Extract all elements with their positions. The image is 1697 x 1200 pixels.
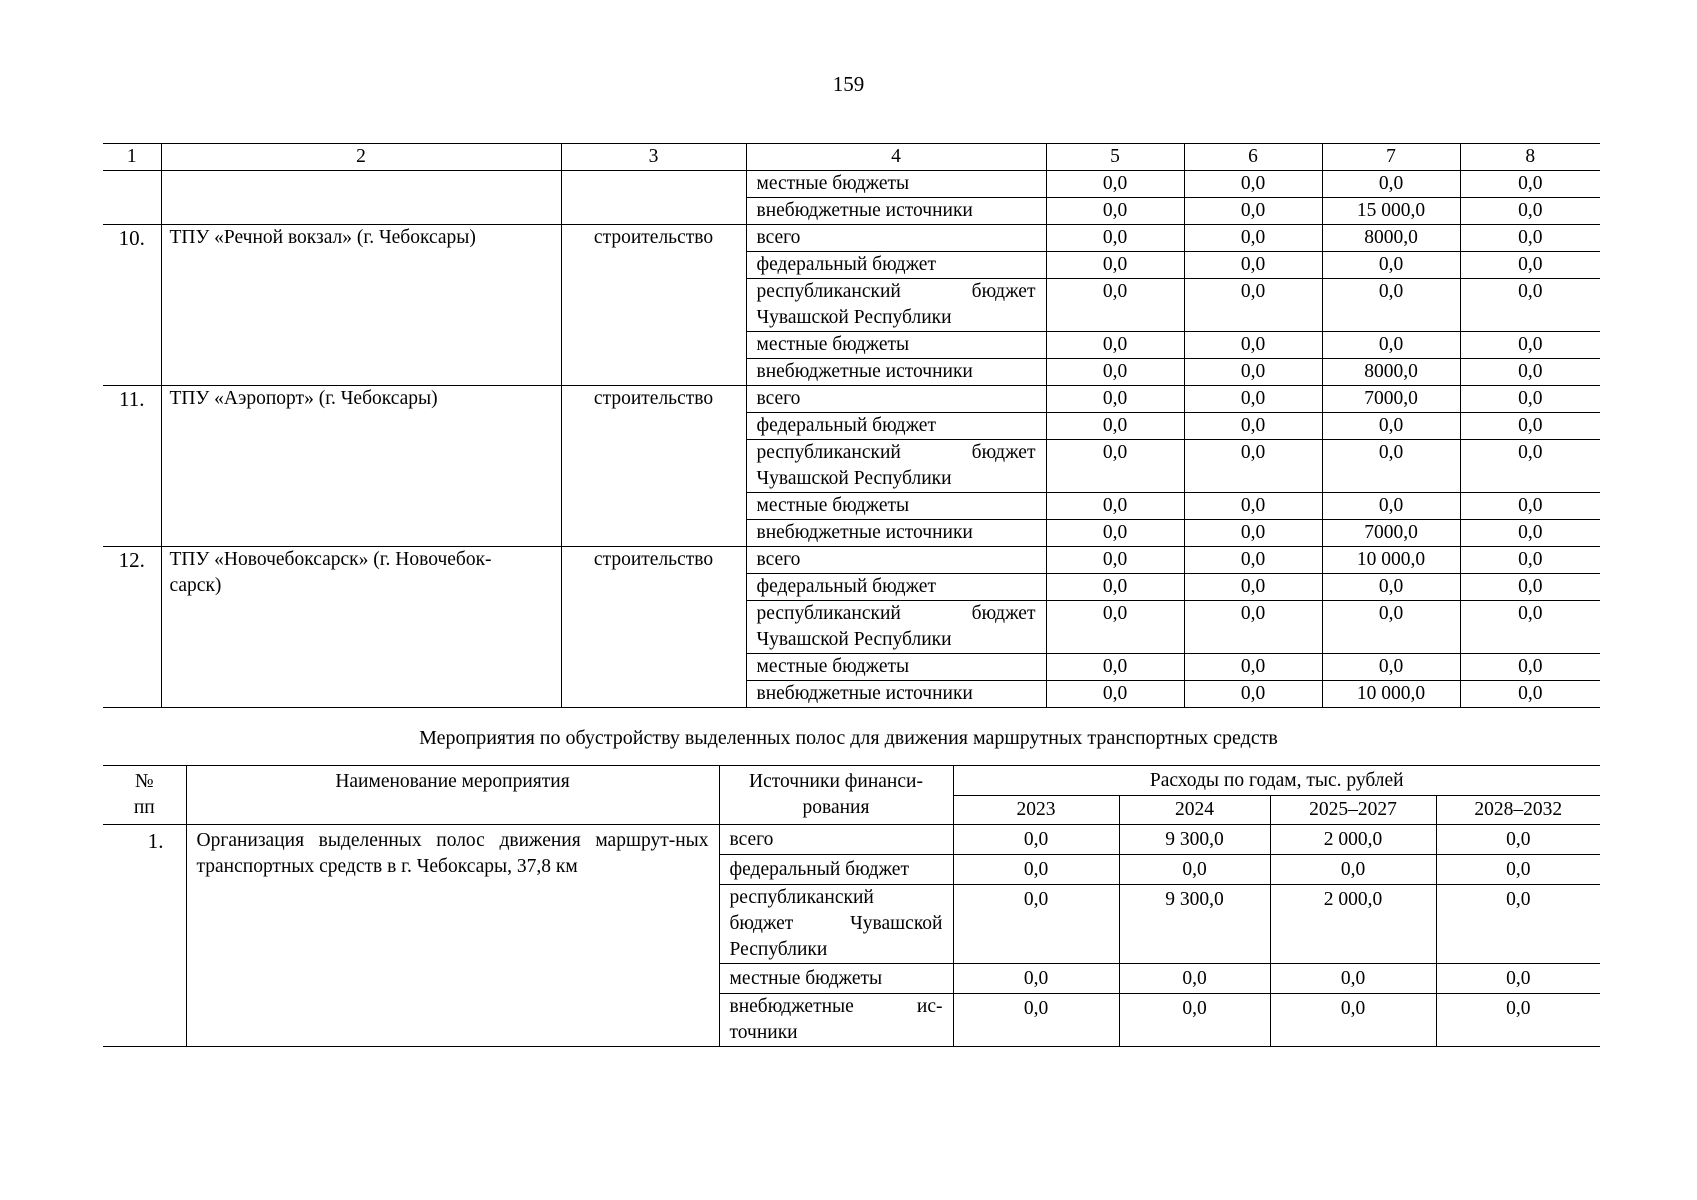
header-sources xyxy=(719,766,953,825)
value-cell: 0,0 xyxy=(1270,855,1436,885)
value-cell: 0,0 xyxy=(1119,994,1270,1047)
value-cell: 8000,0 xyxy=(1322,359,1460,386)
value-cell: 0,0 xyxy=(1322,574,1460,601)
funding-source: федеральный бюджет xyxy=(746,574,1046,601)
column-number: 8 xyxy=(1460,144,1600,171)
section-title: Мероприятия по обустройству выделенных полос для движения маршрутных транспортных средств xyxy=(419,727,1278,749)
value-cell: 0,0 xyxy=(1184,386,1322,413)
funding-source: местные бюджеты xyxy=(746,332,1046,359)
value-cell: 0,0 xyxy=(1184,681,1322,708)
item-index: 11. xyxy=(103,386,161,547)
empty-cell xyxy=(103,171,161,225)
work-kind: строительство xyxy=(561,225,746,386)
value-cell: 0,0 xyxy=(1046,252,1184,279)
funding-source-part: Чувашской Республики xyxy=(756,468,952,489)
value-cell: 0,0 xyxy=(1322,279,1460,332)
item-index: 1. xyxy=(103,825,186,1047)
header-year: 2025–2027 xyxy=(1270,796,1436,825)
value-cell: 0,0 xyxy=(953,885,1119,964)
value-cell: 0,0 xyxy=(1460,386,1600,413)
header-year: 2024 xyxy=(1119,796,1270,825)
funding-source-part: бюджет xyxy=(971,442,1036,463)
value-cell: 0,0 xyxy=(1184,359,1322,386)
value-cell: 9 300,0 xyxy=(1119,885,1270,964)
value-cell: 0,0 xyxy=(1046,225,1184,252)
value-cell: 0,0 xyxy=(1322,493,1460,520)
funding-source-part: Чувашской Республики xyxy=(756,307,952,328)
header-expenses: Расходы по годам, тыс. рублей xyxy=(953,766,1600,796)
value-cell: 15 000,0 xyxy=(1322,198,1460,225)
value-cell: 0,0 xyxy=(1460,601,1600,654)
value-cell: 0,0 xyxy=(1460,547,1600,574)
value-cell: 0,0 xyxy=(1184,601,1322,654)
funding-source: местные бюджеты xyxy=(746,654,1046,681)
header-year: 2023 xyxy=(953,796,1119,825)
funding-source: всего xyxy=(746,225,1046,252)
funding-source-part: республиканский xyxy=(729,887,874,908)
header-row xyxy=(103,766,1600,796)
value-cell: 8000,0 xyxy=(1322,225,1460,252)
value-cell: 0,0 xyxy=(1460,681,1600,708)
funding-source: местные бюджеты xyxy=(746,493,1046,520)
value-cell: 0,0 xyxy=(953,994,1119,1047)
object-name: ТПУ «Речной вокзал» (г. Чебоксары) xyxy=(161,225,561,386)
value-cell: 0,0 xyxy=(1322,171,1460,198)
value-cell: 0,0 xyxy=(1460,252,1600,279)
value-cell: 0,0 xyxy=(1046,601,1184,654)
value-cell: 0,0 xyxy=(1046,413,1184,440)
funding-source-part: точники xyxy=(729,1022,798,1043)
value-cell: 0,0 xyxy=(1460,359,1600,386)
funding-source-part: бюджет xyxy=(971,281,1036,302)
empty-cell xyxy=(561,171,746,225)
value-cell: 0,0 xyxy=(1184,198,1322,225)
value-cell: 0,0 xyxy=(1436,825,1600,855)
value-cell: 0,0 xyxy=(1184,654,1322,681)
object-name-line: ТПУ «Новочебоксарск» (г. Новочебок- xyxy=(169,549,492,570)
value-cell: 0,0 xyxy=(1322,601,1460,654)
column-number: 3 xyxy=(561,144,746,171)
table-row xyxy=(103,225,1600,252)
column-number: 6 xyxy=(1184,144,1322,171)
column-number: 1 xyxy=(103,144,161,171)
column-number: 4 xyxy=(746,144,1046,171)
funding-source xyxy=(719,885,953,964)
value-cell: 0,0 xyxy=(1460,198,1600,225)
funding-source-part: республиканский xyxy=(756,442,901,463)
value-cell: 0,0 xyxy=(1184,493,1322,520)
funding-source: местные бюджеты xyxy=(719,964,953,994)
funding-source: всего xyxy=(746,547,1046,574)
value-cell: 0,0 xyxy=(1184,171,1322,198)
object-name-line: сарск) xyxy=(169,575,222,596)
funding-source: внебюджетные источники xyxy=(746,359,1046,386)
header-number xyxy=(103,766,186,825)
value-cell: 0,0 xyxy=(953,825,1119,855)
funding-source: всего xyxy=(746,386,1046,413)
funding-source: внебюджетные источники xyxy=(746,681,1046,708)
funding-source: федеральный бюджет xyxy=(719,855,953,885)
column-number-header-row xyxy=(103,144,1600,171)
value-cell: 0,0 xyxy=(1460,520,1600,547)
header-name: Наименование мероприятия xyxy=(186,766,719,825)
funding-source xyxy=(746,279,1046,332)
funding-source: федеральный бюджет xyxy=(746,413,1046,440)
value-cell: 0,0 xyxy=(1184,252,1322,279)
value-cell: 2 000,0 xyxy=(1270,885,1436,964)
funding-source: всего xyxy=(719,825,953,855)
table-row xyxy=(103,825,1600,855)
value-cell: 0,0 xyxy=(1270,994,1436,1047)
funding-source: внебюджетные источники xyxy=(746,198,1046,225)
funding-source-part: Чувашской xyxy=(850,913,943,934)
value-cell: 2 000,0 xyxy=(1270,825,1436,855)
funding-source: федеральный бюджет xyxy=(746,252,1046,279)
value-cell: 0,0 xyxy=(1046,171,1184,198)
value-cell: 0,0 xyxy=(1184,279,1322,332)
value-cell: 0,0 xyxy=(1184,413,1322,440)
value-cell: 0,0 xyxy=(1460,440,1600,493)
value-cell: 0,0 xyxy=(1119,964,1270,994)
table-row xyxy=(103,547,1600,574)
page-number: 159 xyxy=(832,72,865,96)
funding-source xyxy=(719,994,953,1047)
header-year: 2028–2032 xyxy=(1436,796,1600,825)
value-cell: 0,0 xyxy=(1460,574,1600,601)
funding-source-part: бюджет xyxy=(971,603,1036,624)
value-cell: 0,0 xyxy=(1046,574,1184,601)
header-number-line: пп xyxy=(133,797,155,818)
value-cell: 0,0 xyxy=(1184,332,1322,359)
column-number: 7 xyxy=(1322,144,1460,171)
funding-source-part: республиканский xyxy=(756,603,901,624)
column-number: 5 xyxy=(1046,144,1184,171)
header-number-line: № xyxy=(134,771,154,792)
item-index: 10. xyxy=(103,225,161,386)
value-cell: 0,0 xyxy=(953,964,1119,994)
value-cell: 0,0 xyxy=(1460,171,1600,198)
funding-source-part: Республики xyxy=(729,939,828,960)
value-cell: 0,0 xyxy=(1046,198,1184,225)
value-cell: 0,0 xyxy=(1460,413,1600,440)
work-kind: строительство xyxy=(561,386,746,547)
funding-source-part: Чувашской Республики xyxy=(756,629,952,650)
value-cell: 0,0 xyxy=(1460,493,1600,520)
object-name xyxy=(161,547,561,708)
funding-table-bus-lanes xyxy=(103,765,1600,1047)
funding-table-tpu xyxy=(103,143,1600,708)
table-row xyxy=(103,386,1600,413)
value-cell: 0,0 xyxy=(1270,964,1436,994)
funding-source xyxy=(746,601,1046,654)
header-sources-line: рования xyxy=(802,797,870,818)
value-cell: 0,0 xyxy=(1184,574,1322,601)
value-cell: 0,0 xyxy=(1322,332,1460,359)
value-cell: 0,0 xyxy=(1046,654,1184,681)
empty-cell xyxy=(161,171,561,225)
funding-source-part: бюджет xyxy=(729,913,794,934)
value-cell: 0,0 xyxy=(1184,225,1322,252)
funding-source: внебюджетные источники xyxy=(746,520,1046,547)
value-cell: 0,0 xyxy=(1046,493,1184,520)
table-row xyxy=(103,171,1600,198)
object-name: ТПУ «Аэропорт» (г. Чебоксары) xyxy=(161,386,561,547)
value-cell: 0,0 xyxy=(1460,225,1600,252)
funding-source-part: республиканский xyxy=(756,281,901,302)
value-cell: 0,0 xyxy=(1046,547,1184,574)
value-cell: 0,0 xyxy=(1322,252,1460,279)
value-cell: 0,0 xyxy=(1460,654,1600,681)
funding-source-part: ис- xyxy=(916,996,943,1017)
value-cell: 0,0 xyxy=(1460,332,1600,359)
value-cell: 10 000,0 xyxy=(1322,547,1460,574)
value-cell: 0,0 xyxy=(1184,547,1322,574)
work-kind: строительство xyxy=(561,547,746,708)
value-cell: 0,0 xyxy=(953,855,1119,885)
funding-source: местные бюджеты xyxy=(746,171,1046,198)
value-cell: 0,0 xyxy=(1322,654,1460,681)
value-cell: 7000,0 xyxy=(1322,520,1460,547)
value-cell: 0,0 xyxy=(1046,386,1184,413)
value-cell: 0,0 xyxy=(1046,681,1184,708)
value-cell: 0,0 xyxy=(1046,440,1184,493)
value-cell: 0,0 xyxy=(1119,855,1270,885)
value-cell: 0,0 xyxy=(1322,440,1460,493)
funding-source xyxy=(746,440,1046,493)
value-cell: 7000,0 xyxy=(1322,386,1460,413)
value-cell: 0,0 xyxy=(1184,520,1322,547)
value-cell: 10 000,0 xyxy=(1322,681,1460,708)
column-number: 2 xyxy=(161,144,561,171)
funding-source-part: внебюджетные xyxy=(729,996,854,1017)
measure-name: Организация выделенных полос движения маршрут-ных транспортных средств в г. Чебоксары, 37,8 км xyxy=(186,825,719,1047)
value-cell: 0,0 xyxy=(1046,359,1184,386)
header-sources-line: Источники финанси- xyxy=(749,771,923,792)
value-cell: 0,0 xyxy=(1184,440,1322,493)
value-cell: 9 300,0 xyxy=(1119,825,1270,855)
value-cell: 0,0 xyxy=(1322,413,1460,440)
value-cell: 0,0 xyxy=(1436,994,1600,1047)
value-cell: 0,0 xyxy=(1436,885,1600,964)
value-cell: 0,0 xyxy=(1436,964,1600,994)
value-cell: 0,0 xyxy=(1460,279,1600,332)
item-index: 12. xyxy=(103,547,161,708)
value-cell: 0,0 xyxy=(1436,855,1600,885)
value-cell: 0,0 xyxy=(1046,332,1184,359)
value-cell: 0,0 xyxy=(1046,279,1184,332)
value-cell: 0,0 xyxy=(1046,520,1184,547)
